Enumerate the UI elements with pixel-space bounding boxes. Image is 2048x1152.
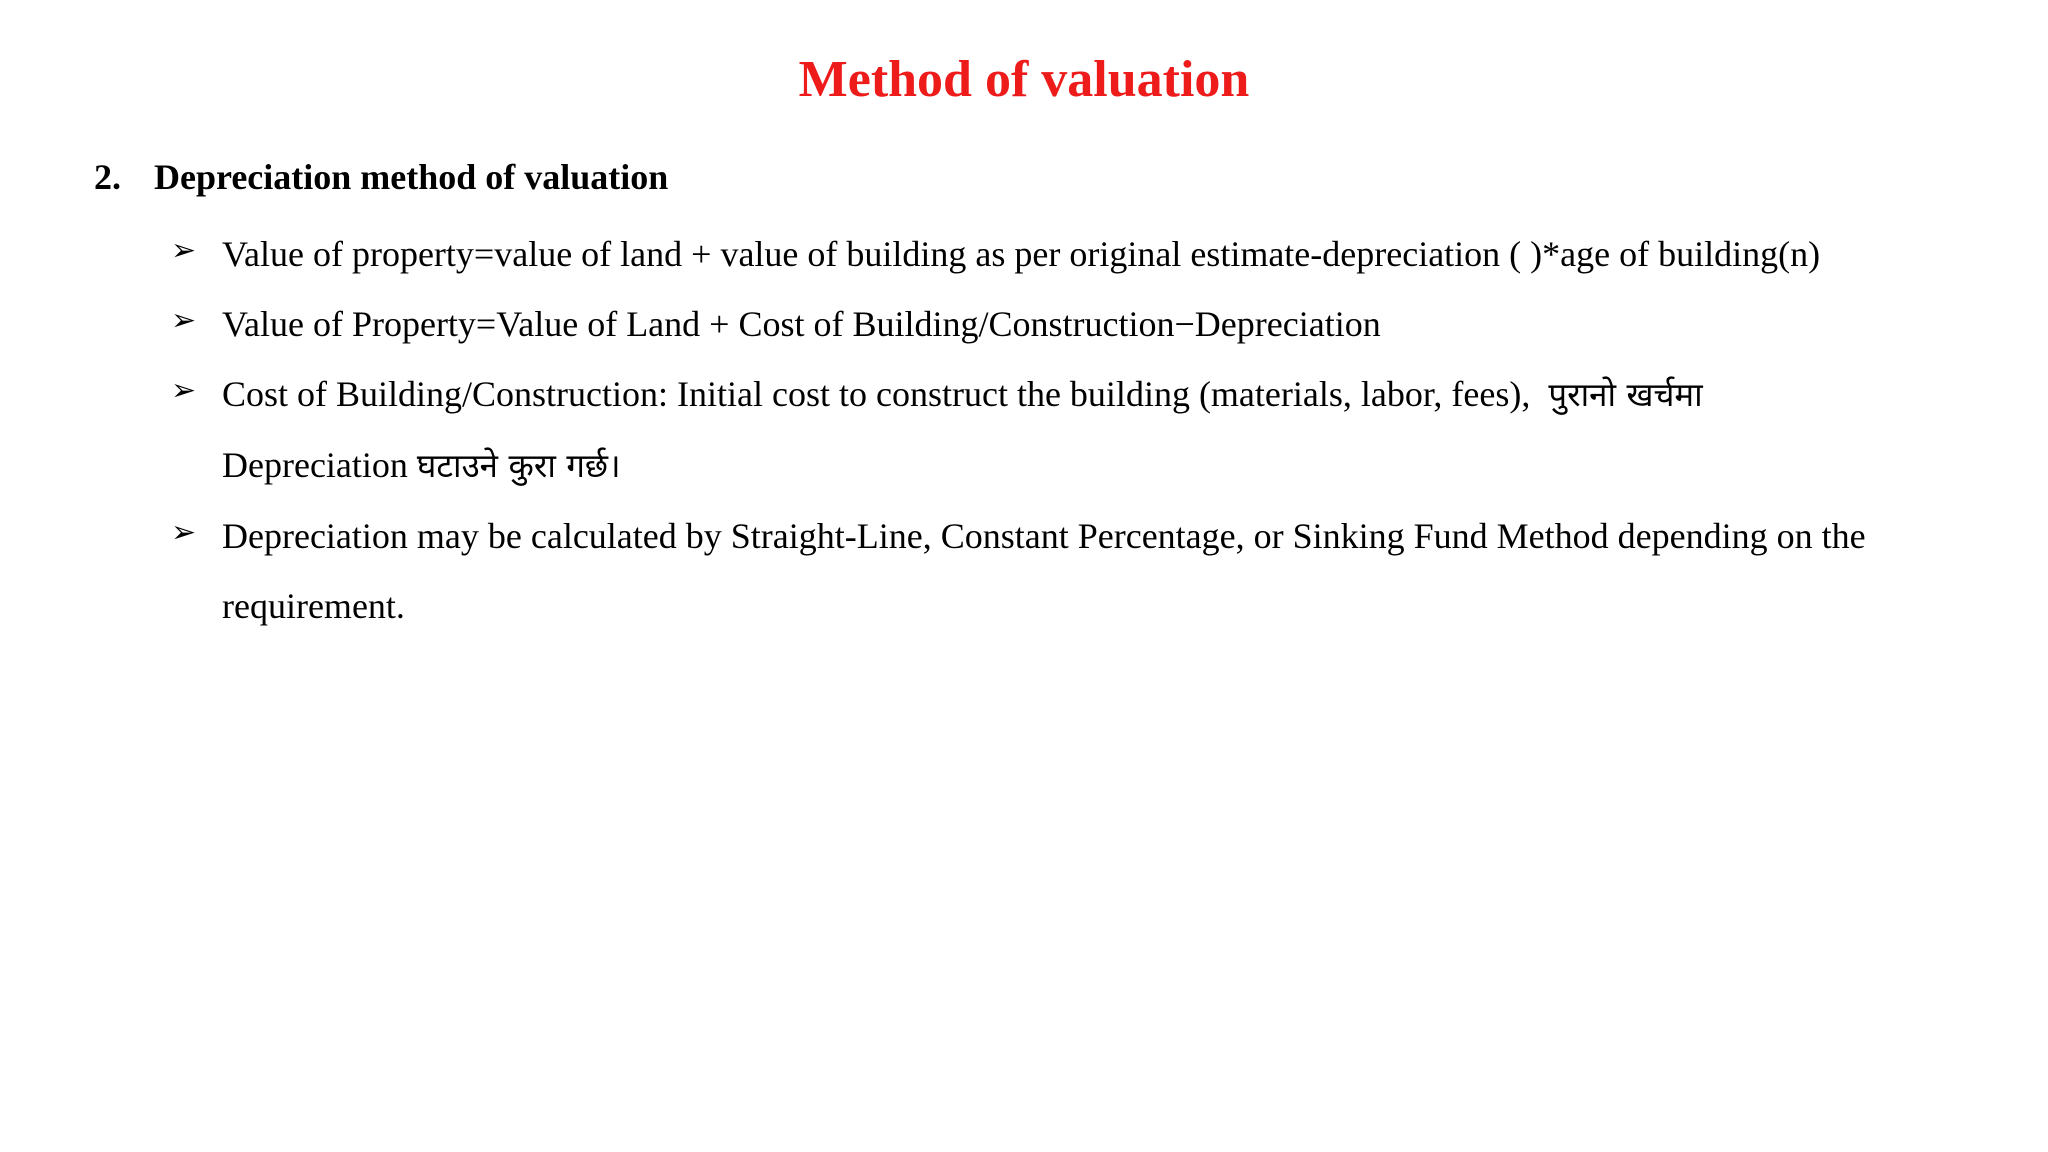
bullet-text-nepali: घटाउने कुरा गर्छ। [416,446,621,485]
arrow-bullet-icon: ➢ [171,373,197,408]
bullet-item-depreciation-methods [171,501,1961,641]
section-heading-text: Depreciation method of valuation [154,157,669,197]
bullet-item-value-of-property-formula [171,219,1961,289]
bullet-text-nepali: पुरानो खर्चमा [1548,375,1703,414]
bullet-text: Depreciation may be calculated by Straight-Line, Constant Percentage, or Sinking Fund Method depending on the requirement. [222,516,1866,626]
arrow-bullet-icon: ➢ [171,233,197,268]
section-number: 2. [94,157,121,197]
bullet-text: Depreciation [222,445,408,485]
bullet-item-cost-of-building [171,359,1961,501]
arrow-bullet-icon: ➢ [171,515,197,550]
slide-title: Method of valuation [798,51,1250,108]
bullet-item-value-of-property-definition [171,289,1961,359]
bullet-list [171,219,1961,641]
bullet-text: Value of Property=Value of Land + Cost of Building/Construction−Depreciation [222,304,1381,344]
bullet-text: Cost of Building/Construction: Initial cost to construct the building (materials, labor, fees), [222,374,1531,414]
bullet-text: Value of property=value of land + value of building as per original estimate-depreciation ( )*age of building(n) [222,234,1821,274]
section-heading [94,155,668,199]
arrow-bullet-icon: ➢ [171,303,197,338]
